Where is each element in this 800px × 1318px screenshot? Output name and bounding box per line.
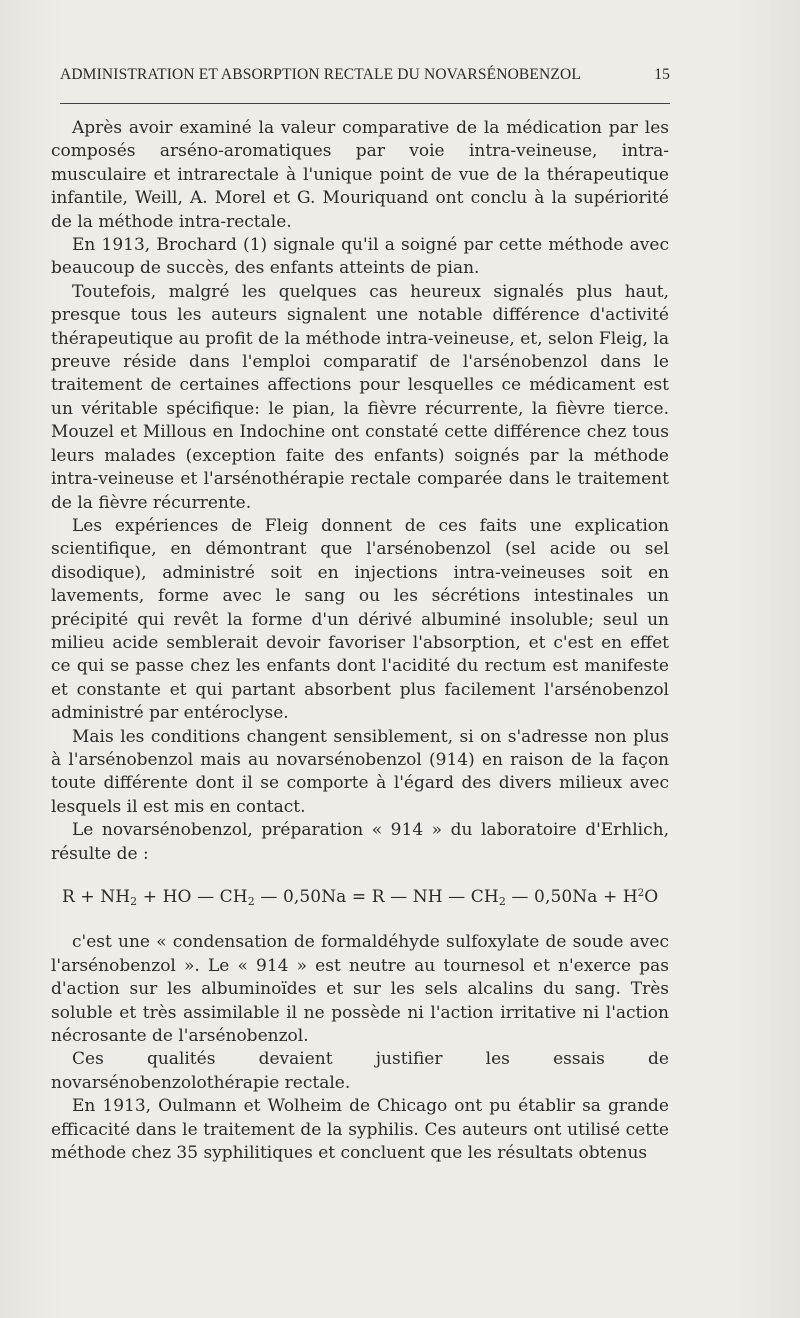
header-rule [60,103,670,104]
body-text [51,117,669,1165]
paragraph-5: Mais les conditions changent sensiblement, si on s'adresse non plus à l'arsénobenzol mais au novarsénobenzol (914) en raison de la façon toute différente dont il se comporte à l'égard des divers milieux avec lesquels il est mis en contact. [51,726,669,817]
paragraph-2: En 1913, Brochard (1) signale qu'il a soigné par cette méthode avec beaucoup de succès, des enfants atteints de pian. [51,235,669,279]
page-number: 15 [654,66,670,83]
paragraph-4: Les expériences de Fleig donnent de ces faits une explication scientifique, en démontrant que l'arsénobenzol (sel acide ou sel disodique), administré soit en injections intra-veineuses soit en lavements, forme avec le sang ou les sécrétions intestinales un précipité qui revêt la forme d'un dérivé albuminé insoluble; seul un milieu acide semblerait devoir favoriser l'absorption, et c'est en effet ce qui se passe chez les enfants dont l'acidité du rectum est manifeste et constante et qui partant absorbent plus facilement l'arsénobenzol administré par entéroclyse. [51,515,669,724]
paragraph-9: En 1913, Oulmann et Wolheim de Chicago ont pu établir sa grande efficacité dans le traitement de la syphilis. Ces auteurs ont utilisé cette méthode chez 35 syphilitiques et concluent que les résultats obtenus [51,1096,669,1164]
running-title: ADMINISTRATION ET ABSORPTION RECTALE DU NOVARSÉNOBENZOL [60,66,581,83]
paragraph-1: Après avoir examiné la valeur comparative de la médication par les composés arséno-aromatiques par voie intra-veineuse, intra-musculaire et intrarectale à l'unique point de vue de la thérapeutique infantile, Weill, A. Morel et G. Mouriquand ont conclu à la supériorité de la méthode intra-rectale. [51,118,669,232]
paragraph-3: Toutefois, malgré les quelques cas heureux signalés plus haut, presque tous les auteurs signalent une notable différence d'activité thérapeutique au profit de la méthode intra-veineuse, et, selon Fleig, la preuve réside dans l'emploi comparatif de l'arsénobenzol dans le traitement de certaines affections pour lesquelles ce médicament est un véritable spécifique: le pian, la fièvre récurrente, la fièvre tierce. Mouzel et Millous en Indochine ont constaté cette différence chez tous leurs malades (exception faite des enfants) soignés par la méthode intra-veineuse et l'arsénothérapie rectale comparée dans le traitement de la fièvre récurrente. [51,281,669,513]
chemical-formula: $R + NH_2$ + HO — $CH_2$ — 0,50Na = R — NH — $CH_2$ — $0,50Na + H^2O$ [62,887,659,908]
running-header [60,66,670,84]
paragraph-7: c'est une « condensation de formaldéhyde sulfoxylate de soude avec l'arsénobenzol ». Le « 914 » est neutre au tournesol et n'exerce pas d'action sur les albuminoïdes et sur les sels alcalins du sang. Très soluble et très assimilable il ne possède ni l'action irritative ni l'action nécrosante de l'arsénobenzol. [51,932,669,1047]
paragraph-8: Ces qualités devaient justifier les essais de novarsénobenzolothérapie rectale. [51,1049,669,1093]
paragraph-6: Le novarsénobenzol, préparation « 914 » du laboratoire d'Erhlich, résulte de : [51,820,669,864]
